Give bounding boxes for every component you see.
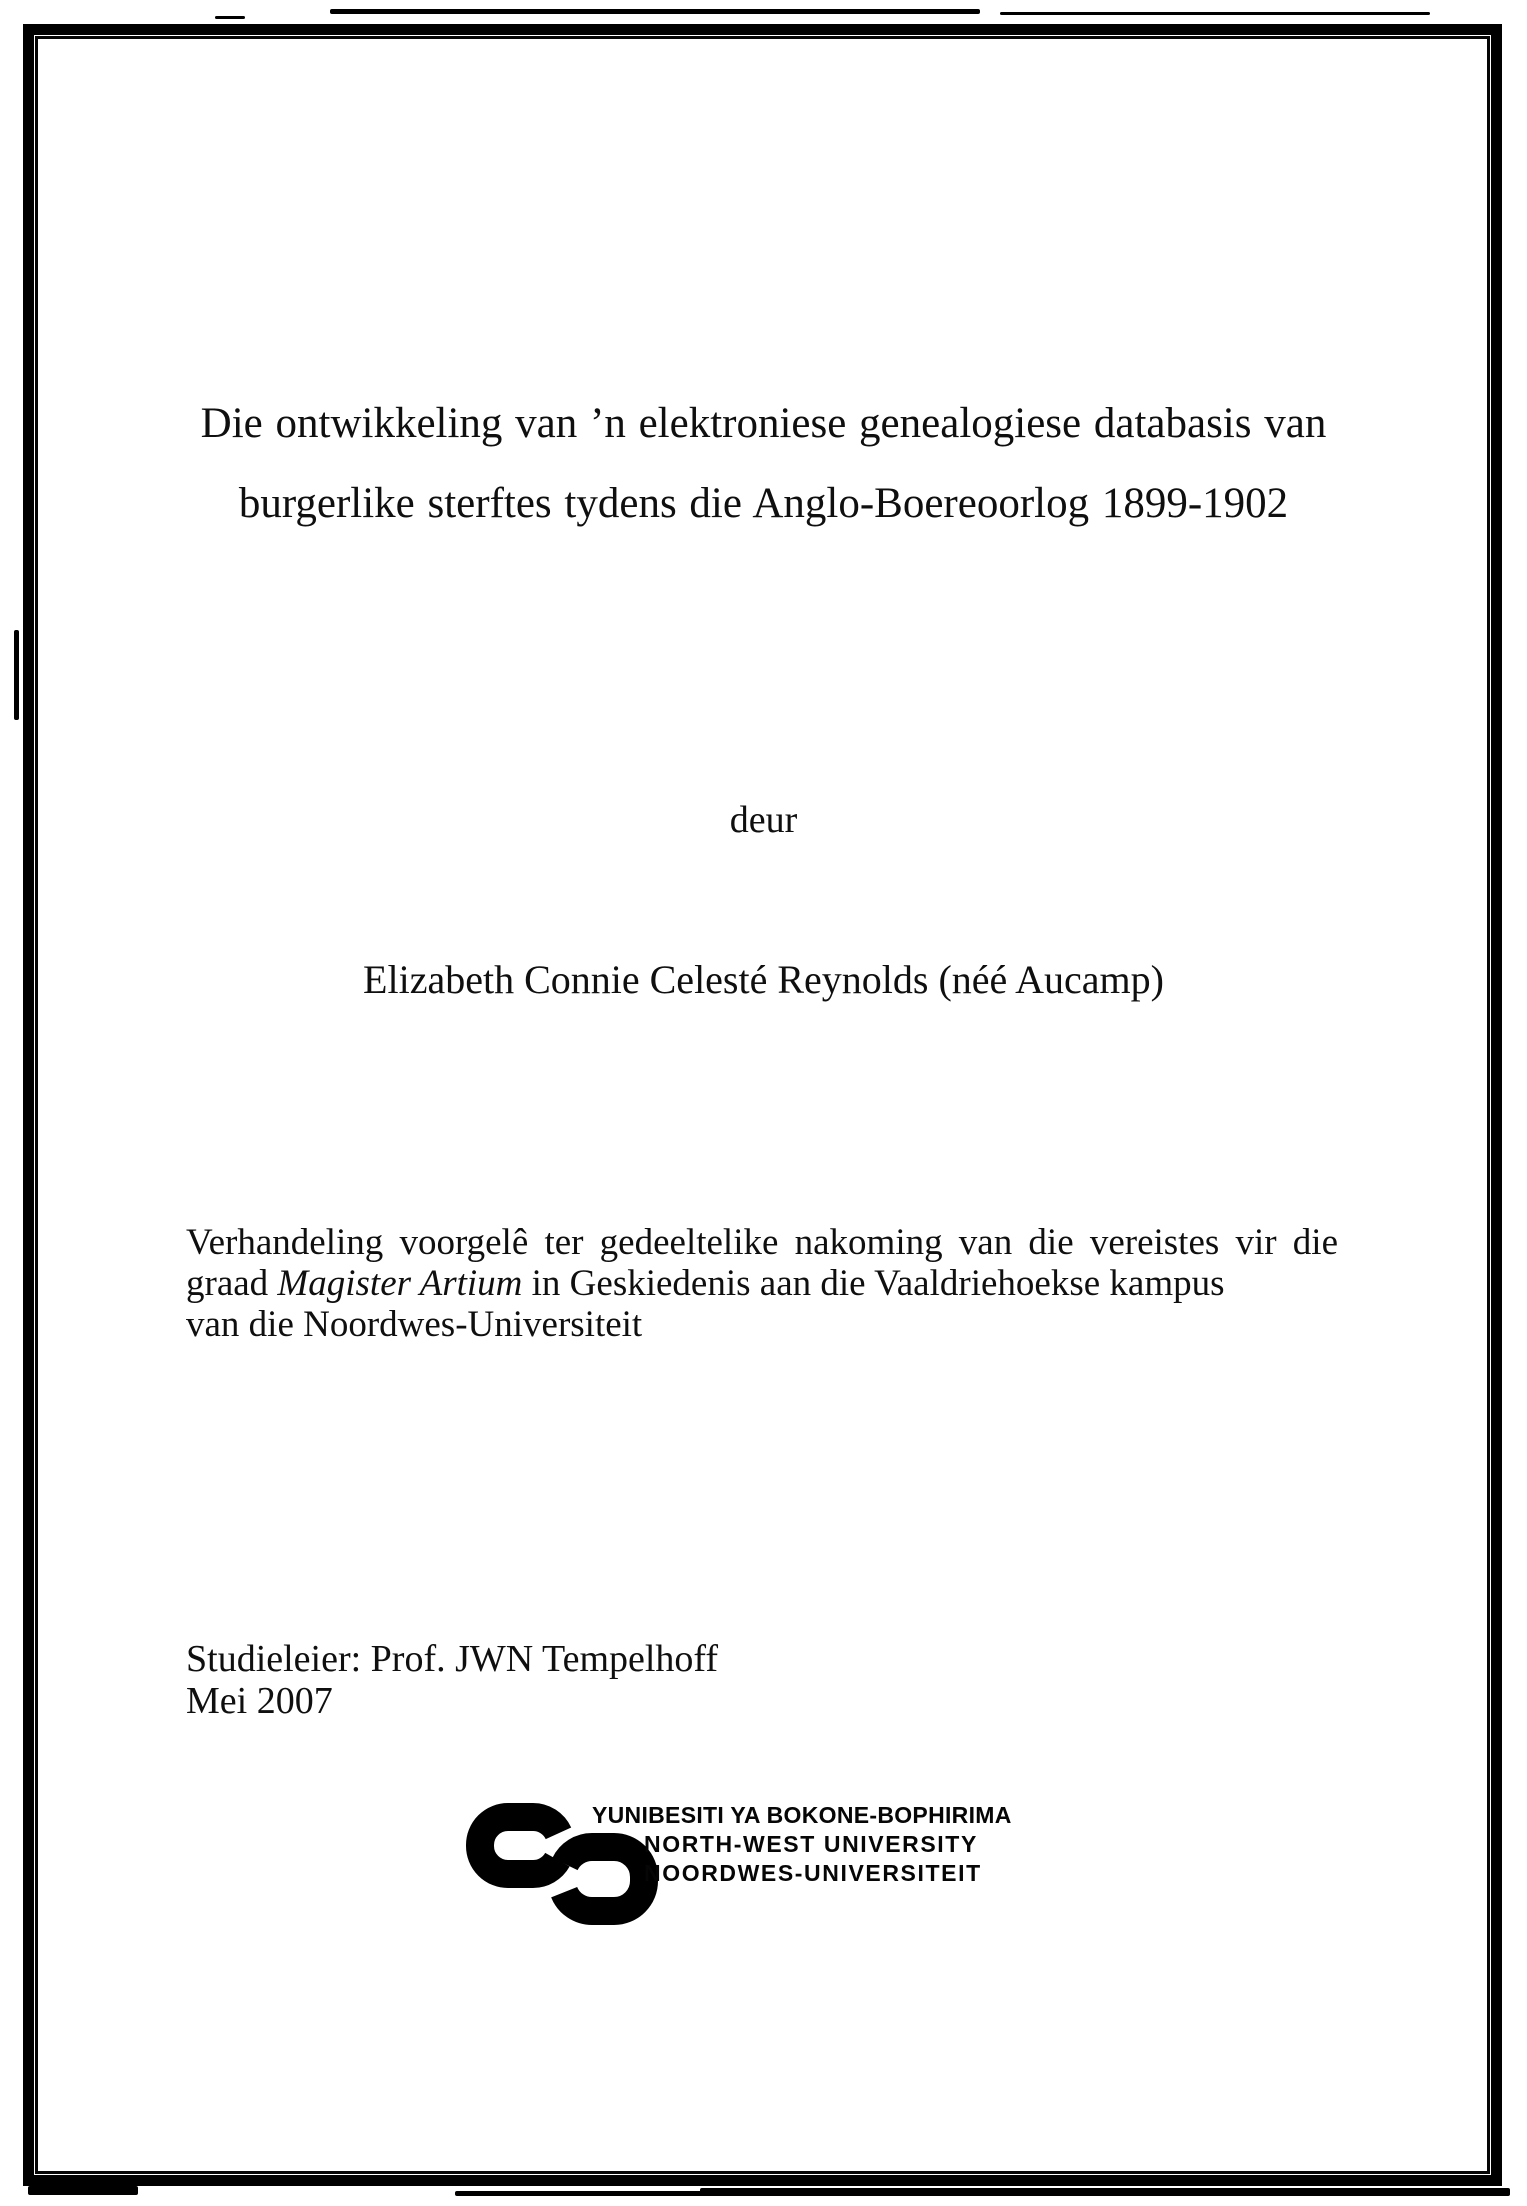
thesis-title — [70, 384, 1457, 544]
degree-name-italic: Magister Artium — [277, 1263, 523, 1304]
scan-artifact — [700, 2188, 1510, 2196]
degree-statement-line2 — [186, 1263, 1338, 1304]
degree-statement-line2-prefix: graad — [186, 1263, 278, 1304]
scan-artifact — [28, 2186, 138, 2195]
degree-statement-line3: van die Noordwes-Universiteit — [186, 1304, 643, 1345]
supervisor-block — [186, 1638, 718, 1722]
thesis-title-line2: burgerlike sterftes tydens die Anglo-Boereoorlog 1899-1902 — [238, 480, 1289, 527]
logo-text-afrikaans: NOORDWES-UNIVERSITEIT — [644, 1860, 982, 1886]
logo-text-setswana: YUNIBESITI YA BOKONE-BOPHIRIMA — [592, 1802, 1012, 1828]
byline-label: deur — [729, 799, 798, 841]
degree-statement-line1: Verhandeling voorgelê ter gedeeltelike nakoming van die vereistes vir die — [186, 1222, 1338, 1263]
logo-text-english: NORTH-WEST UNIVERSITY — [644, 1831, 978, 1857]
university-logo-text — [592, 1801, 1012, 1888]
scan-artifact — [455, 2191, 705, 2196]
scan-artifact — [1000, 12, 1430, 15]
scan-artifact — [14, 630, 19, 720]
degree-statement — [186, 1222, 1338, 1345]
scan-artifact — [330, 9, 980, 14]
thesis-title-line1: Die ontwikkeling van ’n elektroniese genealogiese databasis van — [200, 400, 1327, 447]
supervisor-line: Studieleier: Prof. JWN Tempelhoff — [186, 1638, 719, 1680]
date-line: Mei 2007 — [186, 1680, 333, 1722]
scan-artifact — [215, 16, 245, 19]
university-logo — [453, 1793, 1133, 1953]
degree-statement-line2-suffix: in Geskiedenis aan die Vaaldriehoekse kampus — [522, 1263, 1225, 1304]
author-name: Elizabeth Connie Celesté Reynolds (néé Aucamp) — [363, 957, 1164, 1002]
